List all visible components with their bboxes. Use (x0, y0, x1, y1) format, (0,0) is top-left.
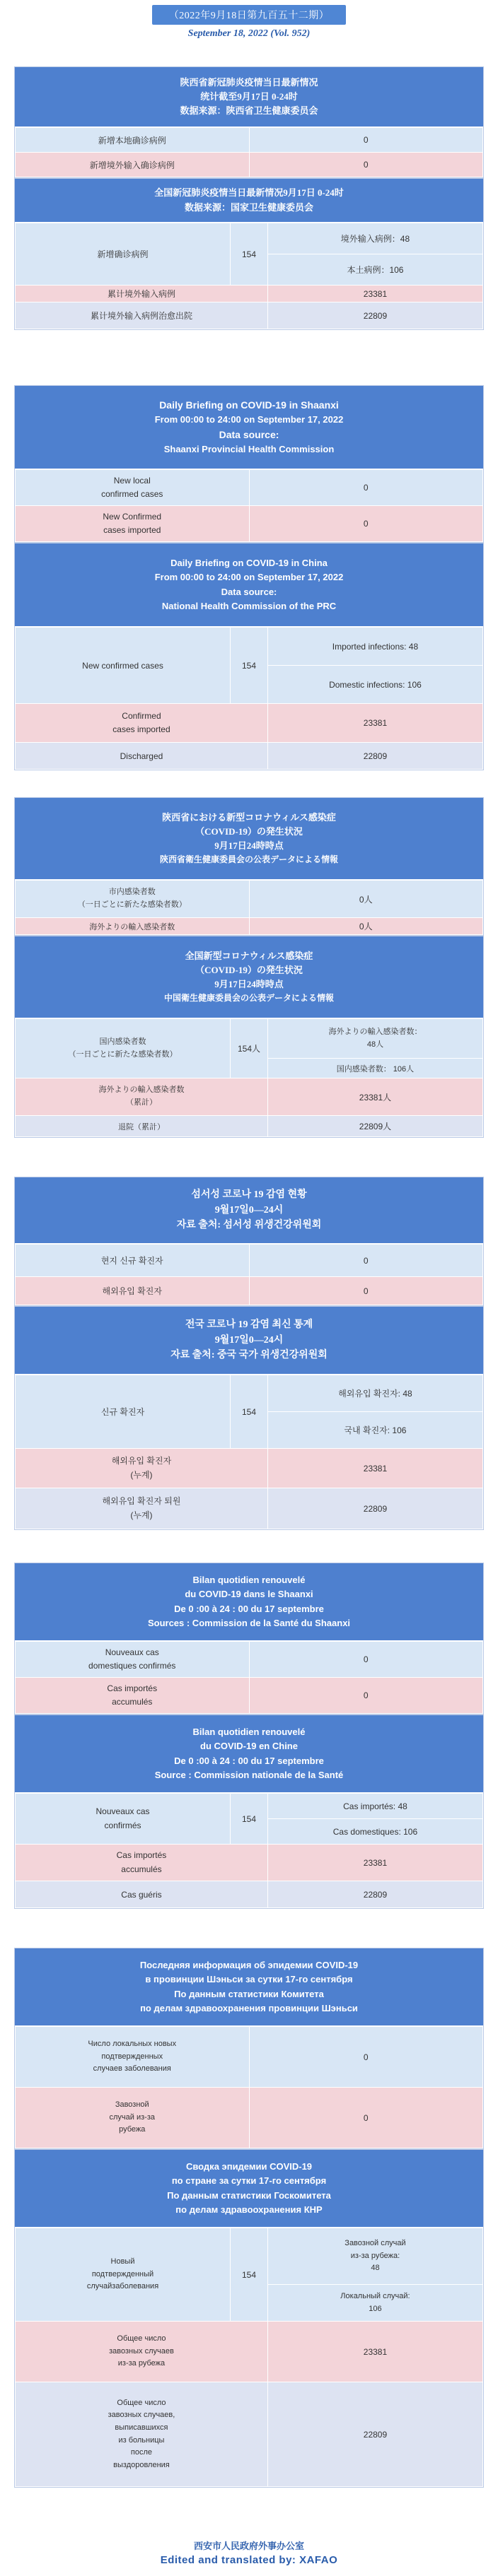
title-line: From 00:00 to 24:00 on September 17, 2022 (154, 414, 344, 425)
cn-shaanxi-panel (14, 66, 484, 178)
domestic-cases: Локальный случай: 106 (267, 2285, 482, 2322)
ko-china-title (15, 1307, 483, 1375)
ja-shaanxi-title (15, 798, 483, 880)
table-row (16, 704, 483, 743)
discharged-value: 22809 (267, 1488, 482, 1529)
ko-shaanxi-title (15, 1177, 483, 1244)
title-line: 陝西省における新型コロナウィルス感染症 (162, 811, 336, 823)
title-line: 9월17일0—24시 (214, 1204, 284, 1216)
discharged-label: Discharged (16, 743, 268, 770)
section-english (14, 385, 484, 770)
en-shaanxi-panel (14, 385, 484, 543)
table-row (16, 2027, 483, 2088)
cumulative-value: 23381人 (267, 1078, 482, 1116)
title-line: 9月17日24時時点 (214, 979, 284, 990)
title-line: 자료 출처: 중국 국가 위생건강위원회 (170, 1350, 328, 1361)
row-label: 현지 신규 확진자 (16, 1245, 250, 1277)
cn-shaanxi-table (15, 127, 483, 177)
table-row (16, 286, 483, 302)
cn-china-table (15, 223, 483, 329)
cn-shaanxi-title (15, 67, 483, 127)
table-row (16, 1116, 483, 1137)
section-chinese (14, 66, 484, 330)
row-value: 0 (249, 2088, 483, 2148)
row-label: New Confirmed cases imported (16, 506, 250, 542)
title-line: Sources : Commission de la Santé du Shaanxi (147, 1617, 351, 1628)
title-line: по делам здравоохранения КНР (175, 2204, 323, 2215)
title-line: по стране за сутки 17-го сентября (171, 2175, 327, 2187)
ko-china-panel (14, 1306, 484, 1530)
table-row (16, 2228, 483, 2285)
title-line: 陝西省衛生健康委員会の公表データによる情報 (159, 854, 338, 865)
title-line: Data source: (221, 586, 277, 597)
title-line: Сводка эпидемии COVID-19 (185, 2161, 313, 2172)
cumulative-value: 23381 (267, 1449, 482, 1488)
fr-china-panel (14, 1715, 484, 1909)
ko-shaanxi-table (15, 1244, 483, 1305)
table-row (16, 918, 483, 935)
title-line: Data source: (219, 428, 279, 440)
cn-china-title (15, 179, 483, 223)
new-cases-label: Nouveaux cas confirmés (16, 1794, 231, 1845)
table-row (16, 1245, 483, 1277)
row-label: 新增境外输入确诊病例 (16, 153, 250, 177)
title-line: Bilan quotidien renouvelé (192, 1575, 306, 1586)
row-value: 0 (249, 128, 483, 153)
cumulative-value: 23381 (267, 1845, 482, 1881)
title-line: National Health Commission of the PRC (161, 600, 337, 611)
table-row (16, 743, 483, 770)
new-cases-total: 154人 (231, 1019, 268, 1078)
row-value: 0 (249, 506, 483, 542)
en-shaanxi-table (15, 469, 483, 542)
fr-shaanxi-table (15, 1641, 483, 1714)
footer-credit: Edited and translated by: XAFAO (160, 2554, 338, 2566)
table-row (16, 1881, 483, 1908)
row-label: Завозной случай из-за рубежа (16, 2088, 250, 2148)
title-line: Source : Commission nationale de la Santé (154, 1769, 344, 1780)
new-cases-total: 154 (231, 628, 268, 704)
title-line: Daily Briefing on COVID-19 in China (170, 558, 328, 569)
cn-china-panel (14, 178, 484, 330)
table-row (16, 1375, 483, 1412)
fr-shaanxi-panel (14, 1563, 484, 1715)
ja-shaanxi-panel (14, 797, 484, 936)
title-line: 陕西省新冠肺炎疫情当日最新情况 (180, 76, 318, 88)
title-line: 全国新型コロナウィルス感染症 (185, 950, 313, 961)
row-label: Cas importés accumulés (16, 1678, 250, 1714)
domestic-cases: Cas domestiques: 106 (267, 1819, 482, 1845)
table-row (16, 2088, 483, 2148)
title-line: Bilan quotidien renouvelé (192, 1727, 306, 1738)
section-russian (14, 1948, 484, 2488)
discharged-value: 22809 (267, 2382, 482, 2487)
table-row (16, 470, 483, 506)
row-label: Nouveaux cas domestiques confirmés (16, 1642, 250, 1678)
new-cases-total: 154 (231, 1375, 268, 1449)
title-line: 数据来源：陕西省卫生健康委员会 (180, 105, 318, 117)
ru-china-panel (14, 2149, 484, 2488)
en-china-panel (14, 543, 484, 770)
footer-office: 西安市人民政府外事办公室 (193, 2541, 304, 2551)
fr-china-title (15, 1715, 483, 1793)
cumulative-label: 해외유입 확진자 (누계) (16, 1449, 268, 1488)
cumulative-value: 23381 (267, 286, 482, 302)
imported-cases: 海外よりの輸入感染者数： 48人 (267, 1019, 482, 1059)
title-line: （COVID-19）の発生状況 (195, 826, 303, 837)
discharged-value: 22809 (267, 302, 482, 329)
row-value: 0 (249, 1245, 483, 1277)
cumulative-label: 海外よりの輸入感染者数 （累計） (16, 1078, 268, 1116)
table-row (16, 302, 483, 329)
title-line: 全国新冠肺炎疫情当日最新情况9月17日 0-24时 (154, 187, 344, 199)
issue-badge: （2022年9月18日第九百五十二期） (152, 5, 347, 25)
new-cases-label: 国内感染者数 （一日ごとに新たな感染者数） (16, 1019, 231, 1078)
ko-china-table (15, 1375, 483, 1529)
table-row (16, 2382, 483, 2487)
imported-cases: Завозной случай из-за рубежа: 48 (267, 2228, 482, 2285)
row-label: Число локальных новых подтвержденных случаев заболевания (16, 2027, 250, 2088)
row-label: New local confirmed cases (16, 470, 250, 506)
discharged-value: 22809 (267, 743, 482, 770)
table-row (16, 1488, 483, 1529)
table-row (16, 128, 483, 153)
title-line: 9月17日24時時点 (214, 840, 284, 852)
title-line: Daily Briefing on COVID-19 in Shaanxi (159, 399, 339, 411)
table-row (16, 153, 483, 177)
title-line: 统计截至9月17日 0-24时 (200, 90, 298, 102)
domestic-cases: 国内感染者数： 106人 (267, 1059, 482, 1078)
table-row (16, 1678, 483, 1714)
title-line: в провинции Шэньси за сутки 17-го сентября (145, 1974, 353, 1985)
title-line: du COVID-19 dans le Shaanxi (185, 1589, 313, 1600)
row-value: 0 (249, 1678, 483, 1714)
row-value: 0 (249, 1277, 483, 1305)
title-line: Shaanxi Provincial Health Commission (163, 444, 335, 455)
table-row (16, 1078, 483, 1116)
title-line: du COVID-19 en Chine (200, 1741, 298, 1752)
ja-china-title (15, 936, 483, 1018)
title-line: По данным статистики Комитета (174, 1988, 324, 1999)
title-line: 9월17일0—24시 (214, 1334, 284, 1346)
cumulative-value: 23381 (267, 704, 482, 743)
ja-china-panel (14, 936, 484, 1138)
en-china-title (15, 543, 483, 627)
table-row (16, 1845, 483, 1881)
row-value: 0 (249, 153, 483, 177)
table-row (16, 628, 483, 666)
new-cases-label: New confirmed cases (16, 628, 231, 704)
title-line: 섬서성 코로나 19 감염 현황 (191, 1189, 307, 1200)
table-row (16, 2322, 483, 2382)
table-row (16, 881, 483, 918)
ru-shaanxi-title (15, 1948, 483, 2026)
ru-shaanxi-panel (14, 1948, 484, 2149)
title-line: 数据来源：国家卫生健康委员会 (184, 201, 313, 213)
title-line: De 0 :00 à 24 : 00 du 17 septembre (174, 1755, 324, 1766)
row-label: 市内感染者数 （一日ごとに新たな感染者数） (16, 881, 250, 918)
cumulative-label: Confirmed cases imported (16, 704, 268, 743)
title-line: 자료 출처: 섬서성 위생건강위원회 (176, 1220, 322, 1231)
table-row (16, 1019, 483, 1059)
title-line: 전국 코로나 19 감염 최신 통계 (185, 1319, 313, 1330)
ko-shaanxi-panel (14, 1177, 484, 1306)
row-label: 新增本地确诊病例 (16, 128, 250, 153)
ja-china-table (15, 1018, 483, 1137)
new-cases-label: 신규 확진자 (16, 1375, 231, 1449)
new-cases-total: 154 (231, 2228, 268, 2322)
table-row (16, 223, 483, 254)
cumulative-label: Cas importés accumulés (16, 1845, 268, 1881)
title-line: （COVID-19）の発生状況 (195, 965, 303, 976)
new-cases-label: 新增确诊病例 (16, 223, 231, 286)
table-row (16, 1794, 483, 1819)
table-row (16, 1642, 483, 1678)
ru-china-table (15, 2228, 483, 2487)
discharged-value: 22809人 (267, 1116, 482, 1137)
issue-date: September 18, 2022 (Vol. 952) (187, 28, 311, 39)
domestic-cases: 本土病例：106 (267, 254, 482, 286)
imported-cases: Imported infections: 48 (267, 628, 482, 666)
row-value: 0人 (249, 918, 483, 935)
imported-cases: Cas importés: 48 (267, 1794, 482, 1819)
ja-shaanxi-table (15, 880, 483, 935)
title-line: По данным статистики Госкомитета (167, 2189, 331, 2201)
row-value: 0 (249, 2027, 483, 2088)
new-cases-label: Новый подтвержденный случайзаболевания (16, 2228, 231, 2322)
section-japanese (14, 797, 484, 1138)
title-line: From 00:00 to 24:00 on September 17, 2022 (154, 572, 344, 583)
header (0, 0, 498, 41)
en-shaanxi-title (15, 386, 483, 469)
footer (0, 2539, 498, 2566)
discharged-label: Общее число завозных случаев, выписавшихся из больницы после выздоровления (16, 2382, 268, 2487)
cumulative-value: 23381 (267, 2322, 482, 2382)
table-row (16, 506, 483, 542)
imported-cases: 해외유입 확진자: 48 (267, 1375, 482, 1412)
ru-china-title (15, 2150, 483, 2228)
title-line: Последняя информация об эпидемии COVID-19 (139, 1960, 359, 1971)
fr-shaanxi-title (15, 1563, 483, 1641)
new-cases-total: 154 (231, 1794, 268, 1845)
table-row (16, 1277, 483, 1305)
row-value: 0 (249, 470, 483, 506)
title-line: De 0 :00 à 24 : 00 du 17 septembre (174, 1603, 324, 1614)
domestic-cases: 국내 확진자: 106 (267, 1412, 482, 1449)
row-label: 해외유입 확진자 (16, 1277, 250, 1305)
table-row (16, 1449, 483, 1488)
ru-shaanxi-table (15, 2026, 483, 2148)
cumulative-label: Общее число завозных случаев из-за рубежа (16, 2322, 268, 2382)
section-korean (14, 1177, 484, 1530)
row-value: 0人 (249, 881, 483, 918)
en-china-table (15, 627, 483, 770)
discharged-label: 累计境外输入病例治愈出院 (16, 302, 268, 329)
title-line: 中国衛生健康委員会の公表データによる情報 (163, 993, 334, 1004)
title-line: по делам здравоохранения провинции Шэньси (140, 2002, 358, 2013)
discharged-value: 22809 (267, 1881, 482, 1908)
domestic-cases: Domestic infections: 106 (267, 666, 482, 704)
row-value: 0 (249, 1642, 483, 1678)
row-label: 海外よりの輸入感染者数 (16, 918, 250, 935)
discharged-label: 退院（累計） (16, 1116, 268, 1137)
section-french (14, 1563, 484, 1909)
new-cases-total: 154 (231, 223, 268, 286)
imported-cases: 境外输入病例：48 (267, 223, 482, 254)
cumulative-label: 累计境外输入病例 (16, 286, 268, 302)
fr-china-table (15, 1793, 483, 1908)
discharged-label: 해외유입 확진자 퇴원 (누계) (16, 1488, 268, 1529)
discharged-label: Cas guéris (16, 1881, 268, 1908)
